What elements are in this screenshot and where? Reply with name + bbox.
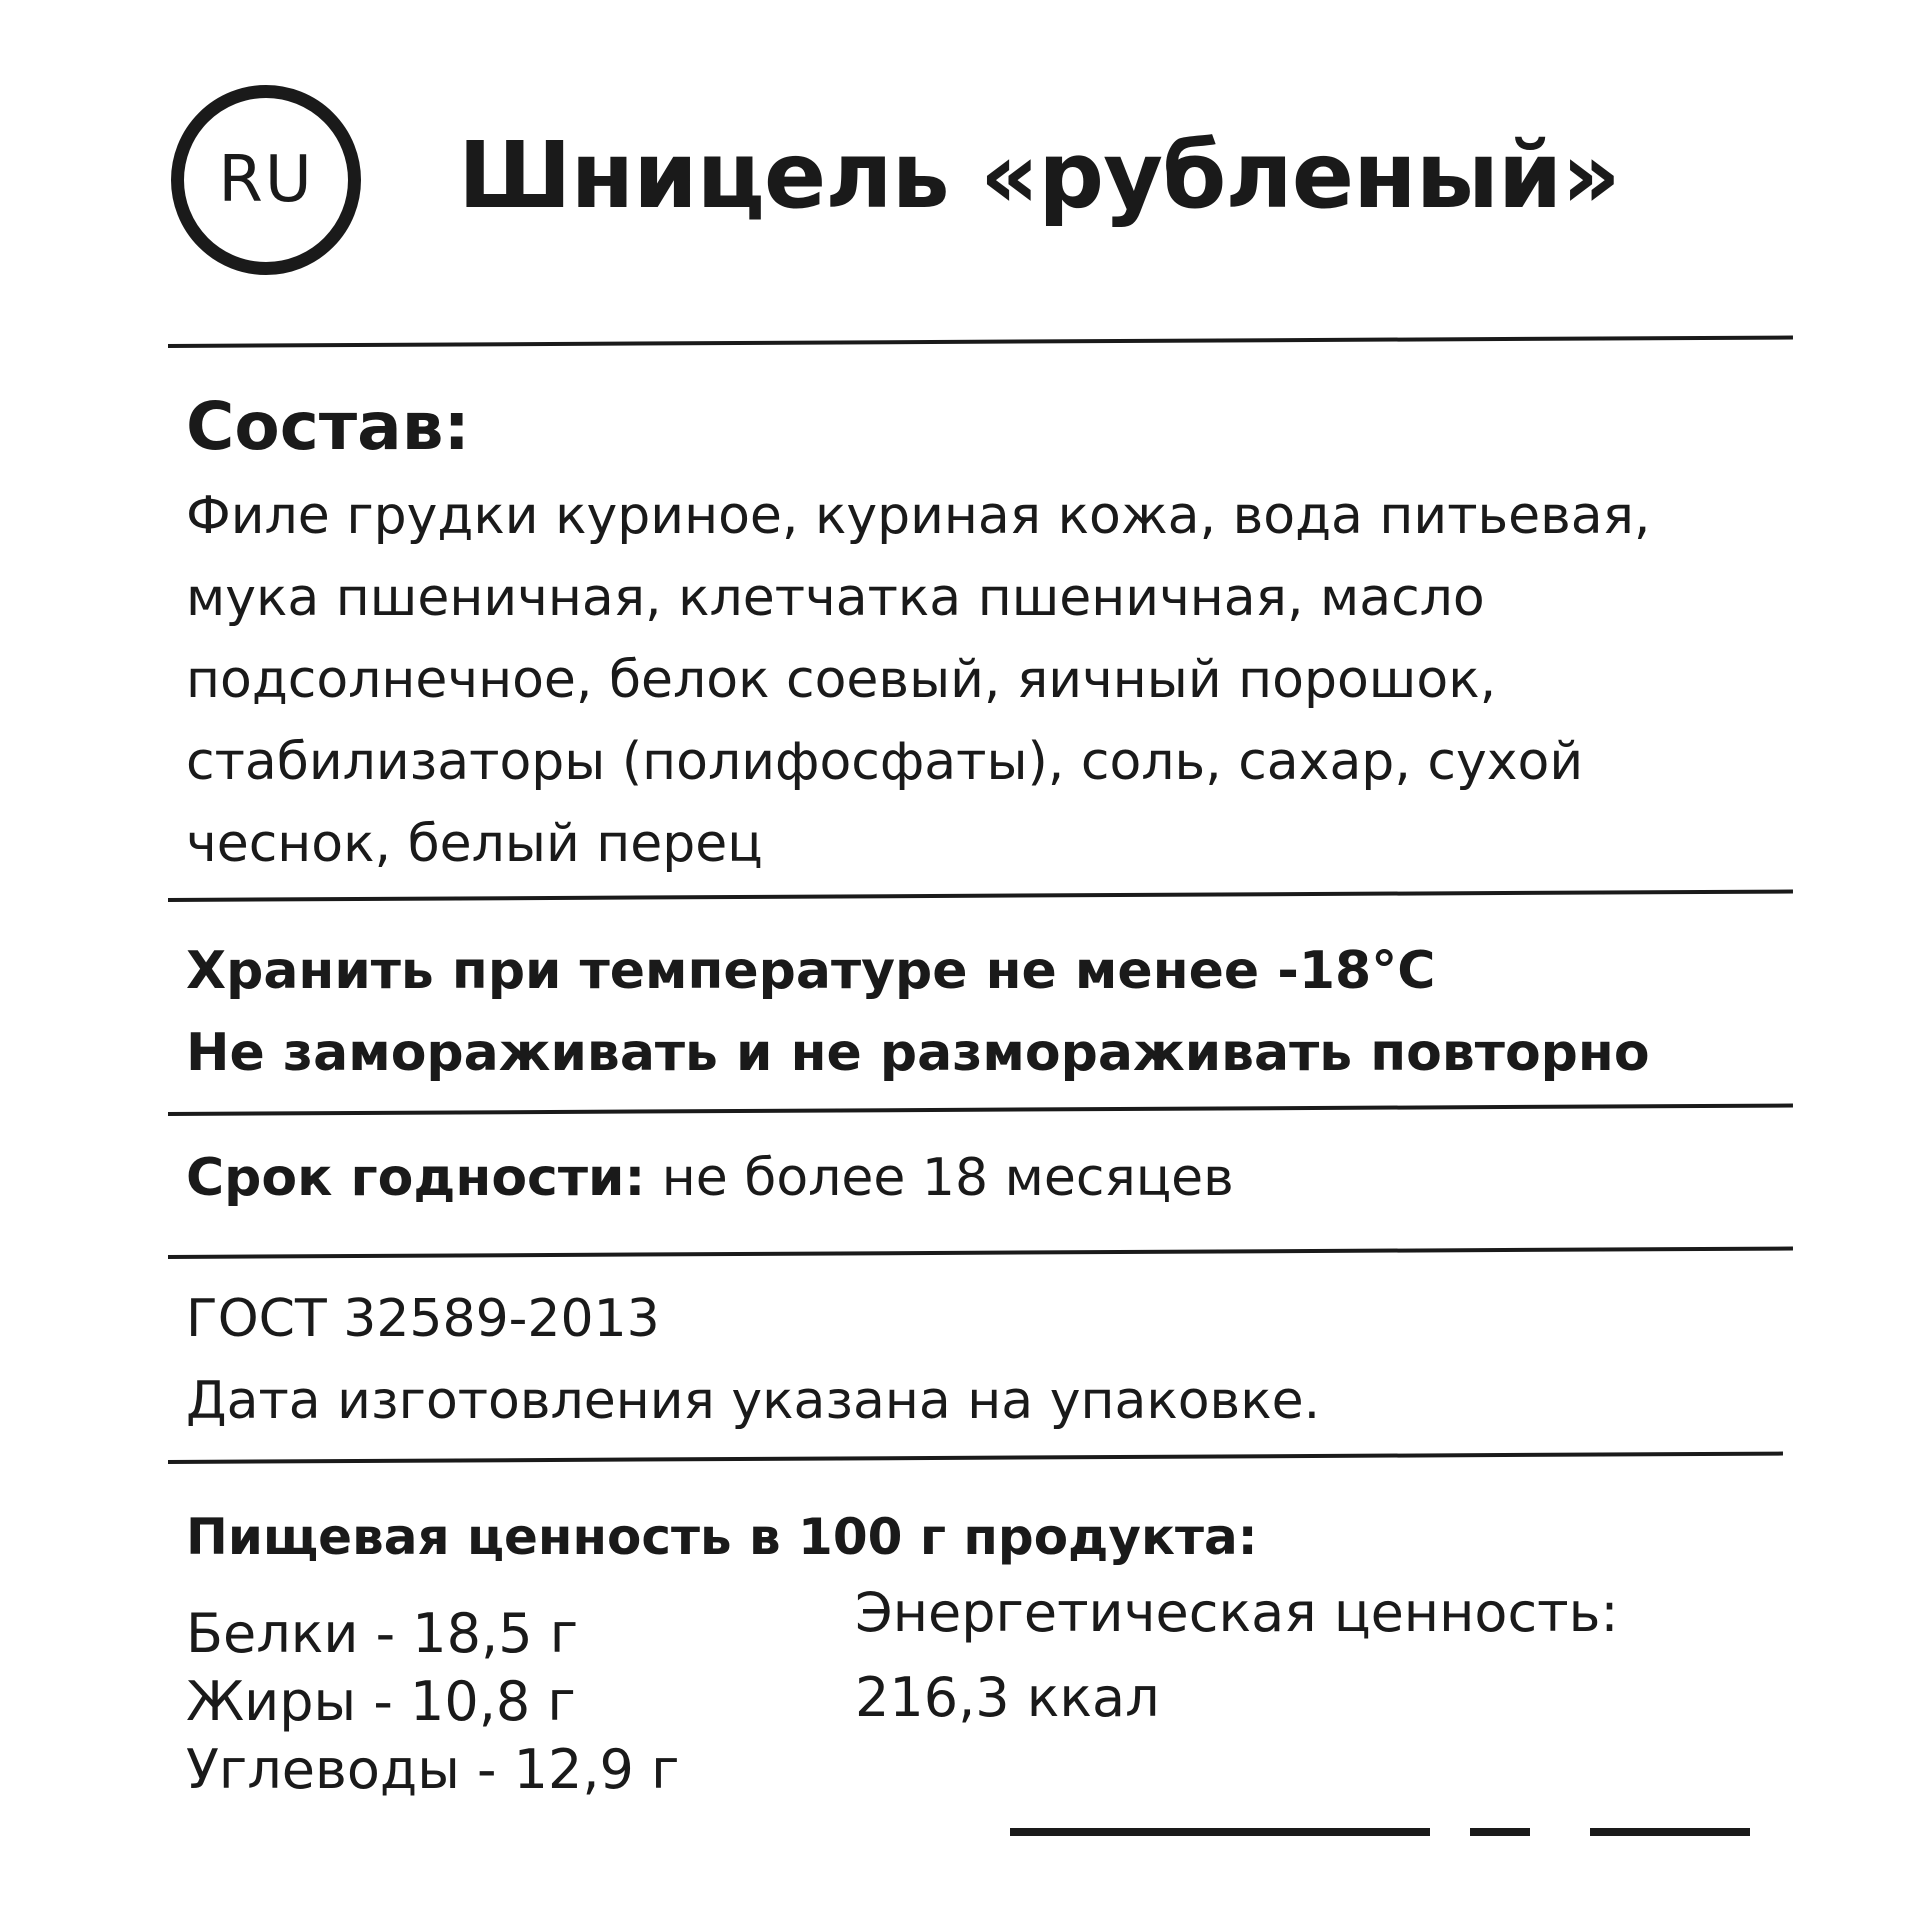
nutrition-fat: Жиры - 10,8 г	[186, 1670, 576, 1733]
shelf-life-value: не более 18 месяцев	[661, 1148, 1234, 1208]
energy-value-block	[855, 1570, 1619, 1740]
shelf-life	[186, 1143, 1234, 1213]
ru-badge-text: RU	[218, 143, 314, 217]
nutrition-list	[186, 1600, 679, 1804]
cut-off-text-fragment	[1010, 1828, 1430, 1836]
divider	[168, 335, 1793, 348]
energy-value: 216,3 ккал	[855, 1666, 1160, 1729]
energy-label: Энергетическая ценность:	[855, 1581, 1619, 1644]
cut-off-text-fragment	[1590, 1828, 1750, 1836]
ru-country-badge	[171, 85, 361, 275]
nutrition-heading: Пищевая ценность в 100 г продукта:	[186, 1508, 1258, 1566]
manufacture-date-note: Дата изготовления указана на упаковке.	[186, 1371, 1321, 1431]
divider	[168, 1103, 1793, 1116]
gost-number: ГОСТ 32589-2013	[186, 1289, 660, 1349]
storage-line-refreeze: Не замораживать и не размораживать повторно	[186, 1023, 1650, 1083]
divider	[168, 889, 1793, 902]
divider	[168, 1452, 1783, 1464]
standard-info	[186, 1278, 1320, 1442]
composition-text: Филе грудки куриное, куриная кожа, вода питьевая, мука пшеничная, клетчатка пшеничная, масло подсолнечное, белок соевый, яичный порошок, стабилизаторы (полифосфаты), соль, сахар, сухой чеснок, белый перец	[186, 486, 1651, 874]
storage-line-temperature: Хранить при температуре не менее -18°С	[186, 941, 1436, 1001]
shelf-life-label: Срок годности:	[186, 1148, 646, 1208]
divider	[168, 1246, 1793, 1259]
composition-heading: Состав:	[186, 388, 470, 465]
cut-off-text-fragment	[1470, 1828, 1530, 1836]
nutrition-carbs: Углеводы - 12,9 г	[186, 1738, 680, 1801]
nutrition-protein: Белки - 18,5 г	[186, 1602, 579, 1665]
product-title: Шницель «рубленый»	[458, 122, 1620, 229]
storage-conditions	[186, 930, 1650, 1094]
